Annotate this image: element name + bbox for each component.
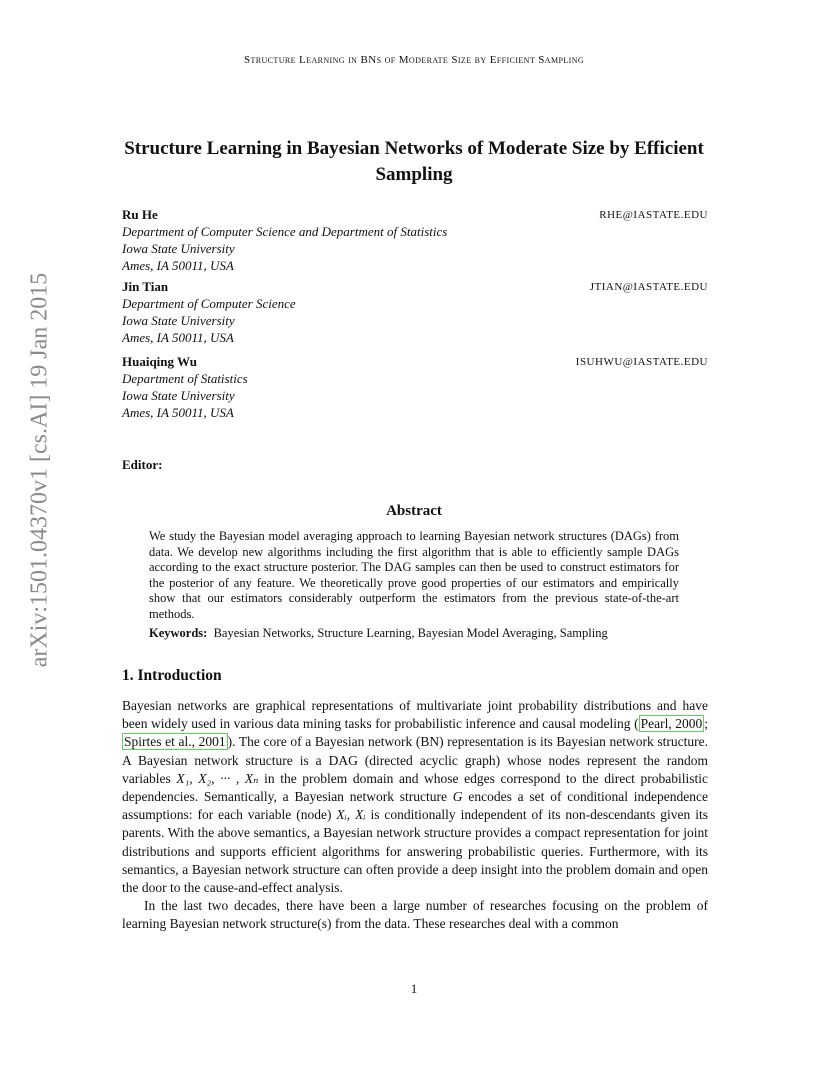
citation-author: Spirtes et al. <box>124 734 192 750</box>
author-email: ISUHWU@IASTATE.EDU <box>575 356 708 368</box>
author-affiliation-line: Department of Computer Science and Department of Statistics <box>122 224 448 239</box>
author-name: Ru He <box>122 207 158 222</box>
citation-link[interactable]: Spirtes et al., 2001 <box>124 734 226 750</box>
abstract-heading: Abstract <box>386 503 442 519</box>
author-affiliation-line: Iowa State University <box>122 388 235 403</box>
text-run: Bayesian networks are graphical representations of multivariate joint probability distributions and have been widely used in various data mining tasks for probabilistic inference and causal modeling ( <box>122 698 708 732</box>
author-name: Jin Tian <box>122 279 169 294</box>
author-email: JTIAN@IASTATE.EDU <box>589 281 708 293</box>
paragraph <box>122 697 708 897</box>
author-affiliation-line: Ames, IA 50011, USA <box>122 330 234 345</box>
keywords-line <box>149 626 709 641</box>
citation-year: 2000 <box>675 716 703 732</box>
math-symbol: G <box>452 789 463 805</box>
text-run: , <box>346 807 356 823</box>
page-number: 1 <box>410 981 418 996</box>
author-block-3 <box>122 353 708 421</box>
author-block-2 <box>122 278 708 346</box>
author-affiliation-line: Iowa State University <box>122 241 235 256</box>
author-affiliation-line: Iowa State University <box>122 313 235 328</box>
keywords-list: Bayesian Networks, Structure Learning, Bayesian Model Averaging, Sampling <box>213 626 608 640</box>
math-variables: X₁, X₂, ··· , Xₙ <box>176 770 259 786</box>
author-email: RHE@IASTATE.EDU <box>599 209 708 221</box>
text-run: is conditionally independent of its non-descendants given its parents. With the above semantics, a Bayesian network structure provides a compact representation for joint distributions and supports efficient algorithms for answering probabilistic queries. Furthermore, with its semantics, a Bayesian network structure can often provide a deep insight into the problem domain and open the door to the cause-and-effect analysis. <box>122 807 708 896</box>
text-run: ). The core of a Bayesian network (BN) representation is its Bayesian network structure. A Bayesian network structure is a DAG (directed acyclic graph) whose nodes represent the random variables <box>122 734 708 786</box>
paper-title: Structure Learning in Bayesian Networks of Moderate Size by Efficient Sampling <box>124 138 704 185</box>
author-affiliation-line: Department of Computer Science <box>122 296 296 311</box>
editor-label: Editor: <box>122 457 163 472</box>
text-run: ; <box>704 716 709 732</box>
citation-link[interactable]: Pearl, 2000 <box>640 716 703 732</box>
text-run: encodes a set of conditional independence assumptions: for each variable (node) <box>122 789 708 823</box>
author-block-1 <box>122 206 708 274</box>
running-header: Structure Learning in BNs of Moderate Size by Efficient Sampling <box>243 54 585 66</box>
citation-year: 2001 <box>198 734 226 750</box>
author-name: Huaiqing Wu <box>122 354 198 369</box>
paragraph: In the last two decades, there have been a large number of researches focusing on the problem of learning Bayesian network structure(s) from the data. These researches deal with a common <box>122 898 708 932</box>
math-symbol: Xᵢ <box>355 807 366 823</box>
abstract-text: We study the Bayesian model averaging approach to learning Bayesian network structures (DAGs) from data. We develop new algorithms including the first algorithm that is able to efficiently sample DAGs according to the exact structure posterior. The DAG samples can then be used to construct estimators for the posterior of any feature. We theoretically prove good properties of our estimators and empirically show that our estimators considerably outperform the estimators from the previous state-of-the-art methods. <box>149 529 679 621</box>
section-body <box>122 697 708 934</box>
keywords-label: Keywords: <box>149 626 208 640</box>
author-affiliation-line: Department of Statistics <box>122 371 248 386</box>
math-symbol: Xᵢ <box>336 807 347 823</box>
text-run: in the problem domain and whose edges correspond to the direct probabilistic dependencies. Semantically, a Bayesian network structure <box>122 770 709 805</box>
section-heading: 1. Introduction <box>122 667 222 684</box>
author-affiliation-line: Ames, IA 50011, USA <box>122 258 234 273</box>
author-affiliation-line: Ames, IA 50011, USA <box>122 405 234 420</box>
citation-author: Pearl <box>640 716 669 732</box>
arxiv-stamp: arXiv:1501.04370v1 [cs.AI] 19 Jan 2015 <box>26 272 53 668</box>
